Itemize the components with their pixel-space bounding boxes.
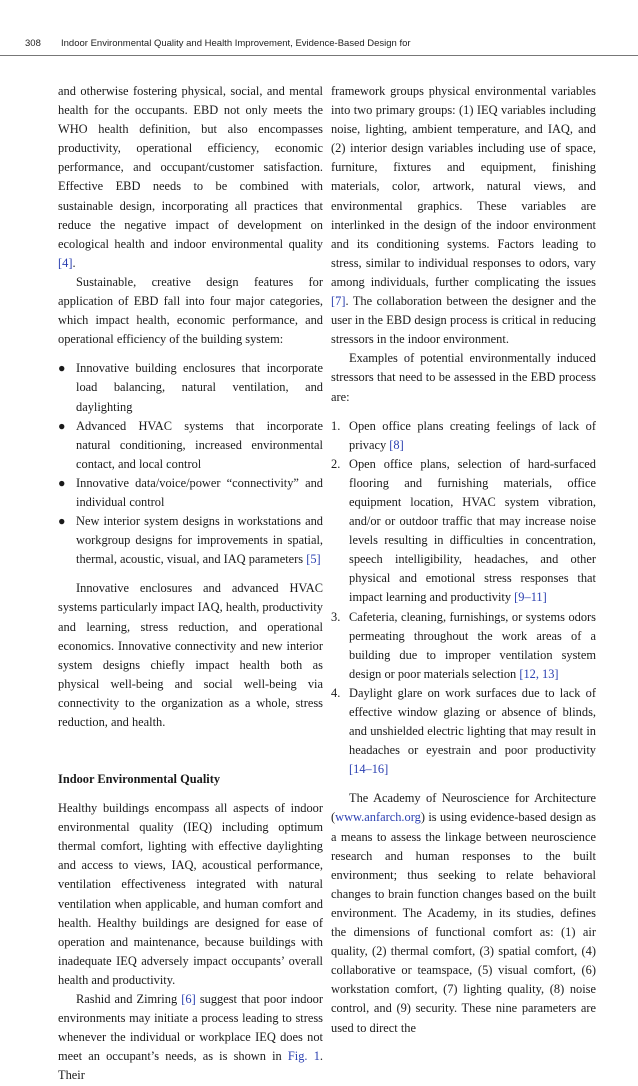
text: . [72, 255, 76, 270]
bullet-icon: ● [58, 475, 66, 490]
citation-link[interactable]: [14–16] [349, 762, 389, 777]
citation-link[interactable]: [6] [181, 992, 196, 1007]
left-column [58, 82, 323, 1086]
text: suggest that poor indoor environments may initiate a process leading to stress whenever the individual or workplace IEQ does not meet an occupant’s needs, as is shown in [58, 992, 323, 1064]
list-item [58, 512, 323, 569]
paragraph [58, 990, 323, 1085]
paragraph [58, 799, 323, 990]
text: . Their [58, 1049, 323, 1083]
text: Sustainable, creative design features for application of EBD fall into four major categories, which impact health, economic performance, and operational efficiency of the building system: [58, 274, 323, 347]
text: Innovative enclosures and advanced HVAC systems particularly impact IAQ, health, productivity and learning, stress reduction, and operational economics. Innovative connectivity and new interior system designs chiefly impact health both as physical well-being and social well-being via connectivity to the organization as a whole, stress reduction, and health. [58, 581, 323, 729]
text: Examples of potential environmentally induced stressors that need to be assessed in the EBD process are: [331, 351, 596, 404]
text: Advanced HVAC systems that incorporate natural conditioning, increased environmental contact, and local control [76, 418, 323, 471]
list-item: 2. Open office plans, selection of hard-surfaced flooring and furnishing materials, office equipment location, HVAC system vibration, and/or or outdoor traffic that may increase noise levels resulting in difficulties in concentration, speech intelligibility, headaches, and other physical and emotional stress responses that impact learning and productivity [9–11] [331, 456, 596, 605]
citation-link[interactable]: [12, 13] [519, 666, 559, 681]
text: Open office plans creating feelings of lack of privacy [349, 418, 596, 452]
citation-link[interactable]: [5] [306, 552, 321, 567]
list-item: 3. Cafeteria, cleaning, furnishings, or systems odors permeating throughout the work areas of a building due to improper ventilation system design or poor materials selection [12, 13] [331, 609, 596, 681]
text: Healthy buildings encompass all aspects of indoor environmental quality (IEQ) including optimum thermal comfort, lighting with effective daylighting and access to views, IAQ, acoustical performance, ventilation effectiveness integrated with natural ventilation when applicable, and human comfort and health. Healthy buildings are designed for ease of operation and maintenance, because buildings with inadequate IEQ adversely impact occupants’ overall health and productivity. [58, 801, 323, 987]
bullet-icon: ● [58, 514, 66, 529]
text: . The collaboration between the designer and the user in the EBD design process is critical in reducing stressors in the indoor environment. [331, 294, 596, 347]
text: Rashid and Zimring [76, 992, 182, 1007]
paragraph [58, 579, 323, 732]
citation-link[interactable]: [9–11] [514, 590, 547, 605]
right-column [331, 82, 596, 1038]
text: framework groups physical environmental variables into two primary groups: (1) IEQ variables including noise, lighting, ambient temperature, and IAQ, and (2) interior design variables including use of space, furniture, fixtures and equipment, finishing materials, color, artwork, natural views, and environmental graphics. These variables are interlinked in the design of the indoor environment and its conditioning systems. Factors leading to stress, similar to individual responses to odors, vary among individuals, further complicating the issues [331, 84, 596, 289]
paragraph [58, 82, 323, 273]
citation-link[interactable]: [8] [389, 437, 404, 452]
text: and otherwise fostering physical, social, and mental health for the occupants. EBD not only meets the WHO health definition, but also encompasses productivity, operational efficiency, economic performance, and occupant/customer satisfaction. Effective EBD needs to be combined with sustainable design, incorporating all practices that reduce the negative impact of development on ecological health and indoor environmental quality [58, 84, 323, 251]
list-item [58, 417, 323, 474]
bullet-list [58, 359, 323, 569]
paragraph [58, 273, 323, 349]
citation-link[interactable]: [4] [58, 255, 73, 270]
bullet-icon: ● [58, 418, 66, 433]
text: Cafeteria, cleaning, furnishings, or systems odors permeating throughout the work areas of a building due to improper ventilation system design or poor materials selection [349, 609, 596, 681]
citation-link[interactable]: [7] [331, 294, 346, 309]
citation-link[interactable]: Fig. 1 [287, 1049, 320, 1064]
paragraph [331, 349, 596, 406]
text: The Academy of Neuroscience for Architecture ( [331, 791, 596, 825]
section-heading: Indoor Environmental Quality [58, 772, 221, 787]
numbered-list [331, 417, 596, 780]
url-link[interactable]: www.anfarch.org [335, 810, 421, 825]
text: Innovative building enclosures that incorporate load balancing, natural ventilation, and daylighting [76, 361, 323, 414]
bullet-icon: ● [58, 361, 66, 376]
list-item: 1. Open office plans creating feelings of lack of privacy [8] [331, 418, 596, 452]
paragraph [331, 789, 596, 1037]
text: Innovative data/voice/power “connectivity” and individual control [76, 475, 323, 509]
list-item [58, 474, 323, 512]
page-number: 308 [25, 38, 41, 49]
text: New interior system designs in workstations and workgroup designs for improvements in spatial, thermal, acoustic, visual, and IAQ parameters [76, 514, 323, 567]
running-title: Indoor Environmental Quality and Health Improvement, Evidence-Based Design for [61, 38, 411, 49]
text: ) is using evidence-based design as a means to assess the linkage between neuroscience research and human responses to the built environment; thus seeking to relate behavioral changes to brain function changes based on the built environment. The Academy, in its studies, defines the dimensions of functional comfort as: (1) air quality, (2) thermal comfort, (3) spatial comfort, (4) collaborative or teamspace, (5) visual comfort, (6) workstation comfort, (7) lighting quality, (8) noise control, and (9) security. These nine parameters are used to direct the [331, 810, 596, 1035]
list-item: 4. Daylight glare on work surfaces due to lack of effective window glazing or absence of blinds, and unshielded electric lighting that may result in headaches or eyestrain and poor productivity [14–16] [331, 685, 596, 777]
running-header [25, 38, 615, 49]
text: Open office plans, selection of hard-surfaced flooring and furnishing materials, office equipment location, HVAC system vibration, and/or or outdoor traffic that may increase noise levels resulting in difficulties in concentration, speech intelligibility, headaches, and other physical and emotional stress responses that impact learning and productivity [349, 456, 596, 605]
header-rule [0, 55, 638, 56]
paragraph [331, 82, 596, 349]
list-item [58, 359, 323, 416]
text: Daylight glare on work surfaces due to lack of effective window glazing or absence of blinds, and unshielded electric lighting that may result in headaches or eyestrain and poor productivity [349, 685, 596, 758]
